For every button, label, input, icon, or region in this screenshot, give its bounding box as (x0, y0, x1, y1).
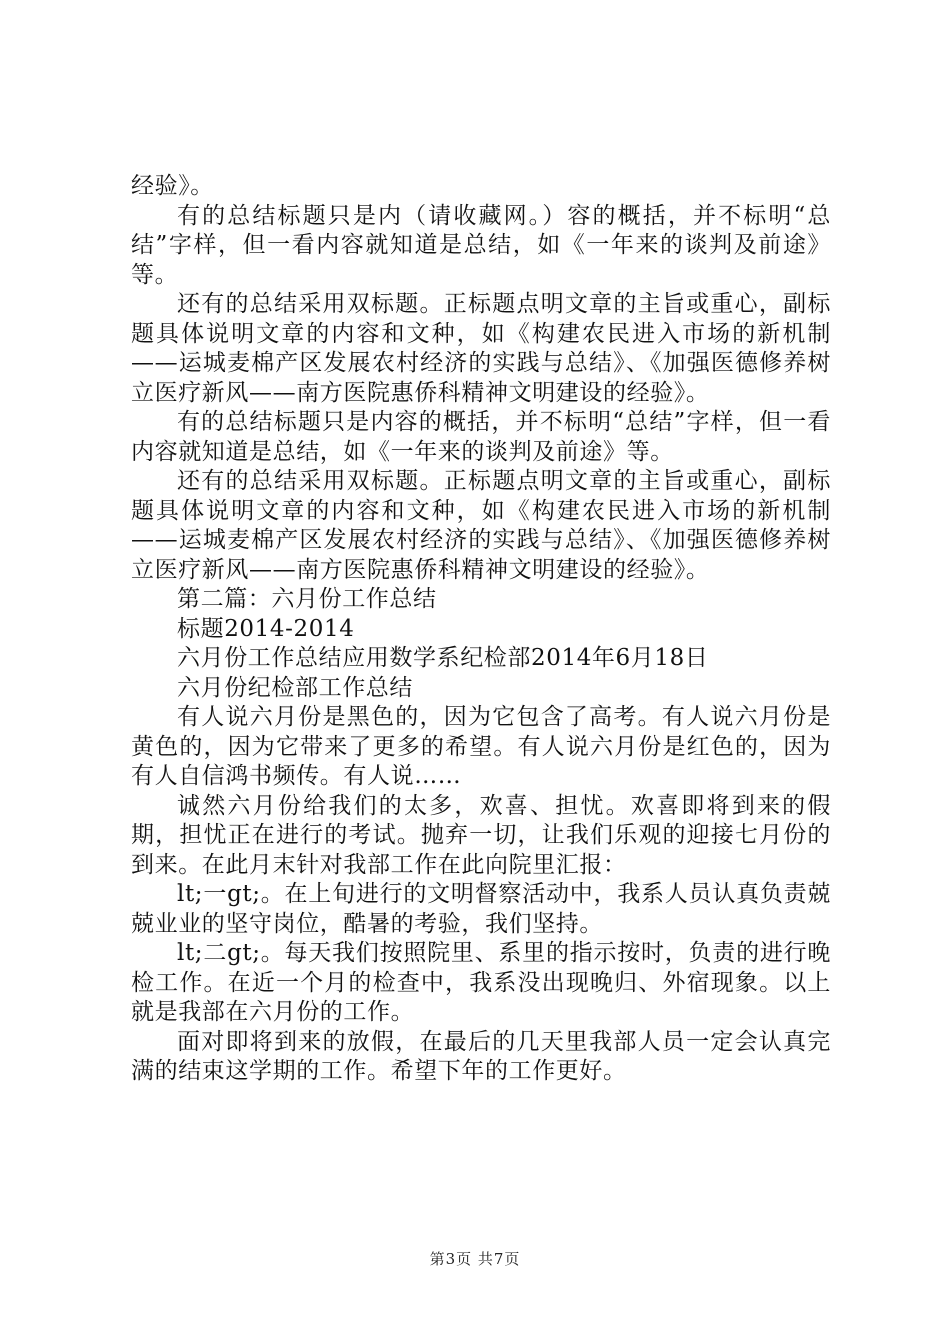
section-heading: 第二篇：六月份工作总结 (177, 586, 437, 612)
paragraph: 有的总结标题只是内（请收藏网。）容的概括，并不标明“总结”字样，但一看内容就知道是总结，如《一年来的谈判及前途》等。 (131, 202, 831, 288)
paragraph: 经验》。 (131, 173, 214, 199)
paragraph: 诚然六月份给我们的太多，欢喜、担忧。欢喜即将到来的假期，担忧正在进行的考试。抛弃一切，让我们乐观的迎接七月份的到来。在此月末针对我部工作在此向院里汇报： (131, 792, 831, 878)
paragraph: 六月份纪检部工作总结 (177, 674, 413, 701)
paragraph: lt;二gt;。每天我们按照院里、系里的指示按时，负责的进行晚检工作。在近一个月的检查中，我系没出现晚归、外宿现象。以上就是我部在六月份的工作。 (131, 940, 831, 1025)
paragraph: 有人说六月份是黑色的，因为它包含了高考。有人说六月份是黄色的，因为它带来了更多的希望。有人说六月份是红色的，因为有人自信鸿书频传。有人说…… (131, 704, 831, 789)
paragraph: 还有的总结采用双标题。正标题点明文章的主旨或重心，副标题具体说明文章的内容和文种，如《构建农民进入市场的新机制——运城麦棉产区发展农村经济的实践与总结》、《加强医德修养树立医疗新风——南方医院惠侨科精神文明建设的经验》。 (131, 291, 831, 406)
page-number-footer: 第3页 共7页 (429, 1250, 521, 1268)
paragraph: 面对即将到来的放假，在最后的几天里我部人员一定会认真完满的结束这学期的工作。希望下年的工作更好。 (131, 1028, 831, 1084)
paragraph: 标题2014-2014 (177, 615, 355, 642)
paragraph: 六月份工作总结应用数学系纪检部2014年6月18日 (177, 645, 709, 671)
paragraph: lt;一gt;。在上旬进行的文明督察活动中，我系人员认真负责兢兢业业的坚守岗位，酷暑的考验，我们坚持。 (131, 881, 831, 937)
paragraph: 有的总结标题只是内容的概括，并不标明“总结”字样，但一看内容就知道是总结，如《一年来的谈判及前途》等。 (131, 409, 831, 465)
body-text (131, 172, 831, 1087)
paragraph: 还有的总结采用双标题。正标题点明文章的主旨或重心，副标题具体说明文章的内容和文种，如《构建农民进入市场的新机制——运城麦棉产区发展农村经济的实践与总结》、《加强医德修养树立医疗新风——南方医院惠侨科精神文明建设的经验》。 (131, 468, 831, 583)
